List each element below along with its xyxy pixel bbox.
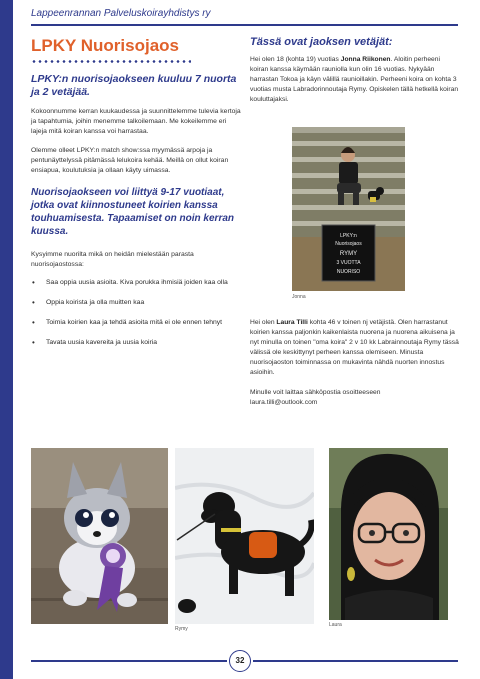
contact-email: laura.tilli@outlook.com: [250, 399, 318, 406]
toy-dog-illustration: [31, 448, 168, 624]
laura-photo: [329, 448, 448, 620]
article-subtitle: LPKY:n nuorisojaokseen kuuluu 7 nuorta ja 2 vetäjää.: [31, 73, 237, 98]
jonna-photo-illustration: [292, 127, 405, 291]
leaders-heading: Tässä ovat jaoksen vetäjät:: [250, 36, 393, 48]
rymy-dog-photo: [175, 448, 314, 624]
board-line: 3 VUOTTA: [336, 260, 361, 266]
list-item: • Saa oppia uusia asioita. Kiva porukka ihmisiä joiden kaa olla: [31, 278, 243, 288]
board-line: NUORISO: [336, 269, 361, 275]
left-color-bar: [0, 0, 13, 679]
magazine-header: Lappeenrannan Palveluskoirayhdistys ry: [31, 8, 211, 19]
title-dotted-underline: [31, 60, 191, 63]
toy-dog-photo: [31, 448, 168, 624]
board-line: LPKY:n: [340, 233, 357, 239]
answers-list: [31, 278, 243, 348]
board-line: RYMY: [339, 251, 358, 257]
laura-portrait-illustration: [329, 448, 448, 620]
jonna-photo: [292, 127, 405, 291]
jonna-name: Jonna Riikonen: [340, 56, 391, 63]
list-item: • Oppia koirista ja olla muitten kaa: [31, 298, 243, 308]
page-number: 32: [229, 650, 251, 672]
rymy-caption: Rymy: [175, 626, 188, 632]
footer-divider-left: [31, 660, 227, 662]
activities-paragraph: Olemme olleet LPKY:n match show:ssa myymässä arpoja ja pentunäyttelyssä pitämässä lelukoira kehää. Meillä on ollut koiran ensiapua, koulutuksia ja ollaan käyty uimassa.: [31, 147, 229, 174]
left-column: [31, 36, 243, 358]
list-item: • Toimia koirien kaa ja tehdä asioita mitä ei ole ennen tehnyt: [31, 318, 243, 328]
laura-paragraph: Hei olen Laura Tilli kohta 46 v toinen nj vetäjistä. Olen harrastanut koirien kanssa paljonkin kaikenlaista nuorena ja nuorena aikuisena ja nyt minulla on toinen "oma koira" 2 v 10 kk Labrainnoutaja Rymy tässä välissä ole keskittynyt perheen kanssa olemiseen. Minusta nuorisojaoston toiminnassa on mukavinta nähdä nuorten innostus asioihin.: [250, 319, 459, 376]
list-item: • Tavata uusia kavereita ja uusia koiria: [31, 338, 243, 348]
right-column: [250, 36, 460, 105]
join-highlight: Nuorisojaokseen voi liittyä 9-17 vuotiaat, jotka ovat kiinnostuneet koirien kanssa touhuamisesta. Tapaamiset on noin kerran kuussa.: [31, 187, 235, 237]
question-paragraph: Kysyimme nuorilta mikä on heidän mielestään parasta nuorisojaostossa:: [31, 251, 194, 268]
jonna-caption: Jonna: [292, 294, 306, 300]
contact-text: Minulle voit laittaa sähköpostia osoitteeseen: [250, 389, 381, 396]
laura-block: [250, 318, 460, 408]
jonna-paragraph: Hei olen 18 (kohta 19) vuotias Jonna Riikonen. Aloitin perheeni koiran kanssa käymään rauniolla kun olin 16 vuotias. Nykyään harrastan Tokoa ja käyn välillä raunioillakin. Perheeni koira on kohta 3 vuotias musta Labradorinnoutaja Rymy. Opiskelen tällä hetkellä koiran kouluttajaksi.: [250, 56, 459, 103]
header-divider: [31, 24, 458, 26]
rymy-dog-illustration: [175, 448, 314, 624]
footer-divider-right: [253, 660, 458, 662]
board-line: Nuorisojaos: [335, 241, 362, 247]
article-title: LPKY Nuorisojaos: [31, 36, 179, 55]
laura-name: Laura Tilli: [276, 319, 308, 326]
laura-caption: Laura: [329, 622, 342, 628]
intro-paragraph: Kokoonnumme kerran kuukaudessa ja suunnittelemme tulevia kertoja ja tapahtumia, joihin menemme talkoilemaan. Me kokeilemme eri lajeja mitä koiran kanssa voi harrastaa.: [31, 108, 241, 135]
